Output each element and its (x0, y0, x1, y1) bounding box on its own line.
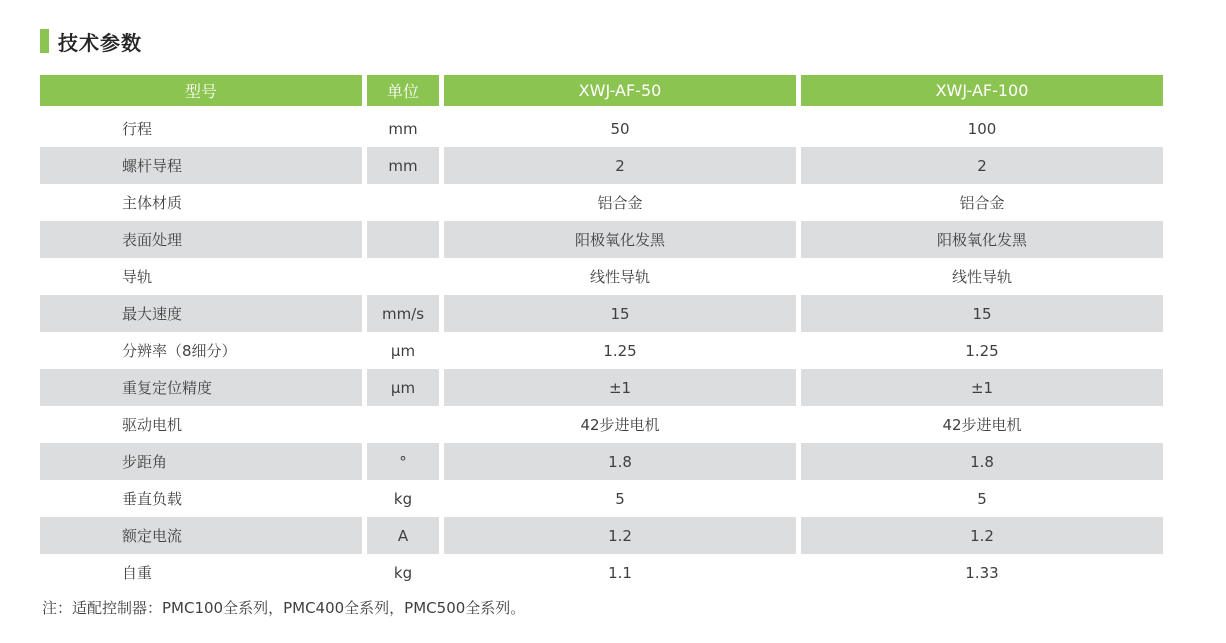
table-header-row (40, 75, 1163, 106)
cell-xwj-af-100: 42步进电机 (942, 416, 1022, 434)
row-label: 垂直负载 (122, 490, 183, 508)
row-label: 重复定位精度 (40, 369, 362, 406)
row-label: 行程 (122, 120, 153, 138)
row-unit: mm (367, 147, 439, 184)
cell-xwj-af-50: ±1 (444, 369, 796, 406)
table-row (40, 110, 1163, 147)
table-row (40, 554, 1163, 591)
cell-xwj-af-100: ±1 (801, 369, 1163, 406)
row-unit (367, 406, 439, 443)
cell-xwj-af-50: 1.1 (608, 563, 632, 582)
row-unit: A (367, 517, 439, 554)
row-unit (367, 221, 439, 258)
title-accent-bar (40, 29, 49, 53)
cell-xwj-af-50: 1.2 (444, 517, 796, 554)
cell-xwj-af-100: 1.33 (965, 563, 999, 582)
row-label: 螺杆导程 (40, 147, 362, 184)
cell-xwj-af-100: 1.8 (801, 443, 1163, 480)
row-label: 最大速度 (40, 295, 362, 332)
cell-xwj-af-50: 线性导轨 (589, 268, 650, 286)
row-label: 驱动电机 (122, 416, 183, 434)
table-row (40, 406, 1163, 443)
table-row (40, 369, 1163, 406)
table-row (40, 147, 1163, 184)
table-row (40, 443, 1163, 480)
row-label: 步距角 (40, 443, 362, 480)
row-unit: ° (367, 443, 439, 480)
table-row (40, 480, 1163, 517)
cell-xwj-af-50: 铝合金 (597, 194, 643, 212)
page-title: 技术参数 (58, 30, 142, 55)
cell-xwj-af-50: 5 (615, 489, 625, 508)
cell-xwj-af-100: 铝合金 (959, 194, 1005, 212)
cell-xwj-af-100: 5 (977, 489, 987, 508)
row-unit: mm (388, 119, 418, 138)
table-row (40, 295, 1163, 332)
table-row (40, 517, 1163, 554)
cell-xwj-af-50: 42步进电机 (580, 416, 660, 434)
cell-xwj-af-100: 线性导轨 (951, 268, 1012, 286)
cell-xwj-af-100: 100 (967, 119, 997, 138)
cell-xwj-af-50: 50 (610, 119, 630, 138)
row-unit: kg (393, 563, 413, 582)
row-unit: mm/s (367, 295, 439, 332)
cell-xwj-af-100: 1.25 (965, 341, 999, 360)
row-unit (367, 184, 439, 221)
row-label: 额定电流 (40, 517, 362, 554)
header-unit: 单位 (367, 75, 439, 106)
row-unit: μm (367, 369, 439, 406)
cell-xwj-af-50: 15 (444, 295, 796, 332)
row-label: 主体材质 (122, 194, 183, 212)
row-label: 表面处理 (40, 221, 362, 258)
cell-xwj-af-50: 2 (444, 147, 796, 184)
cell-xwj-af-100: 2 (801, 147, 1163, 184)
cell-xwj-af-100: 阳极氧化发黑 (801, 221, 1163, 258)
table-row (40, 258, 1163, 295)
table-body (40, 110, 1163, 591)
table-row (40, 332, 1163, 369)
row-label: 自重 (122, 564, 153, 582)
cell-xwj-af-50: 阳极氧化发黑 (444, 221, 796, 258)
section-title (40, 28, 1226, 54)
row-unit (367, 258, 439, 295)
cell-xwj-af-50: 1.25 (603, 341, 637, 360)
row-label: 分辨率（8细分） (122, 342, 237, 360)
cell-xwj-af-100: 15 (801, 295, 1163, 332)
cell-xwj-af-50: 1.8 (444, 443, 796, 480)
table-row (40, 184, 1163, 221)
header-model: 型号 (40, 75, 362, 106)
table-row (40, 221, 1163, 258)
row-unit: μm (390, 341, 416, 360)
row-label: 导轨 (122, 268, 153, 286)
cell-xwj-af-100: 1.2 (801, 517, 1163, 554)
footnote: 注：适配控制器：PMC100全系列，PMC400全系列，PMC500全系列。 (42, 599, 526, 617)
row-unit: kg (393, 489, 413, 508)
spec-table (40, 75, 1163, 591)
header-xwj-af-50: XWJ-AF-50 (444, 75, 796, 106)
header-xwj-af-100: XWJ-AF-100 (801, 75, 1163, 106)
